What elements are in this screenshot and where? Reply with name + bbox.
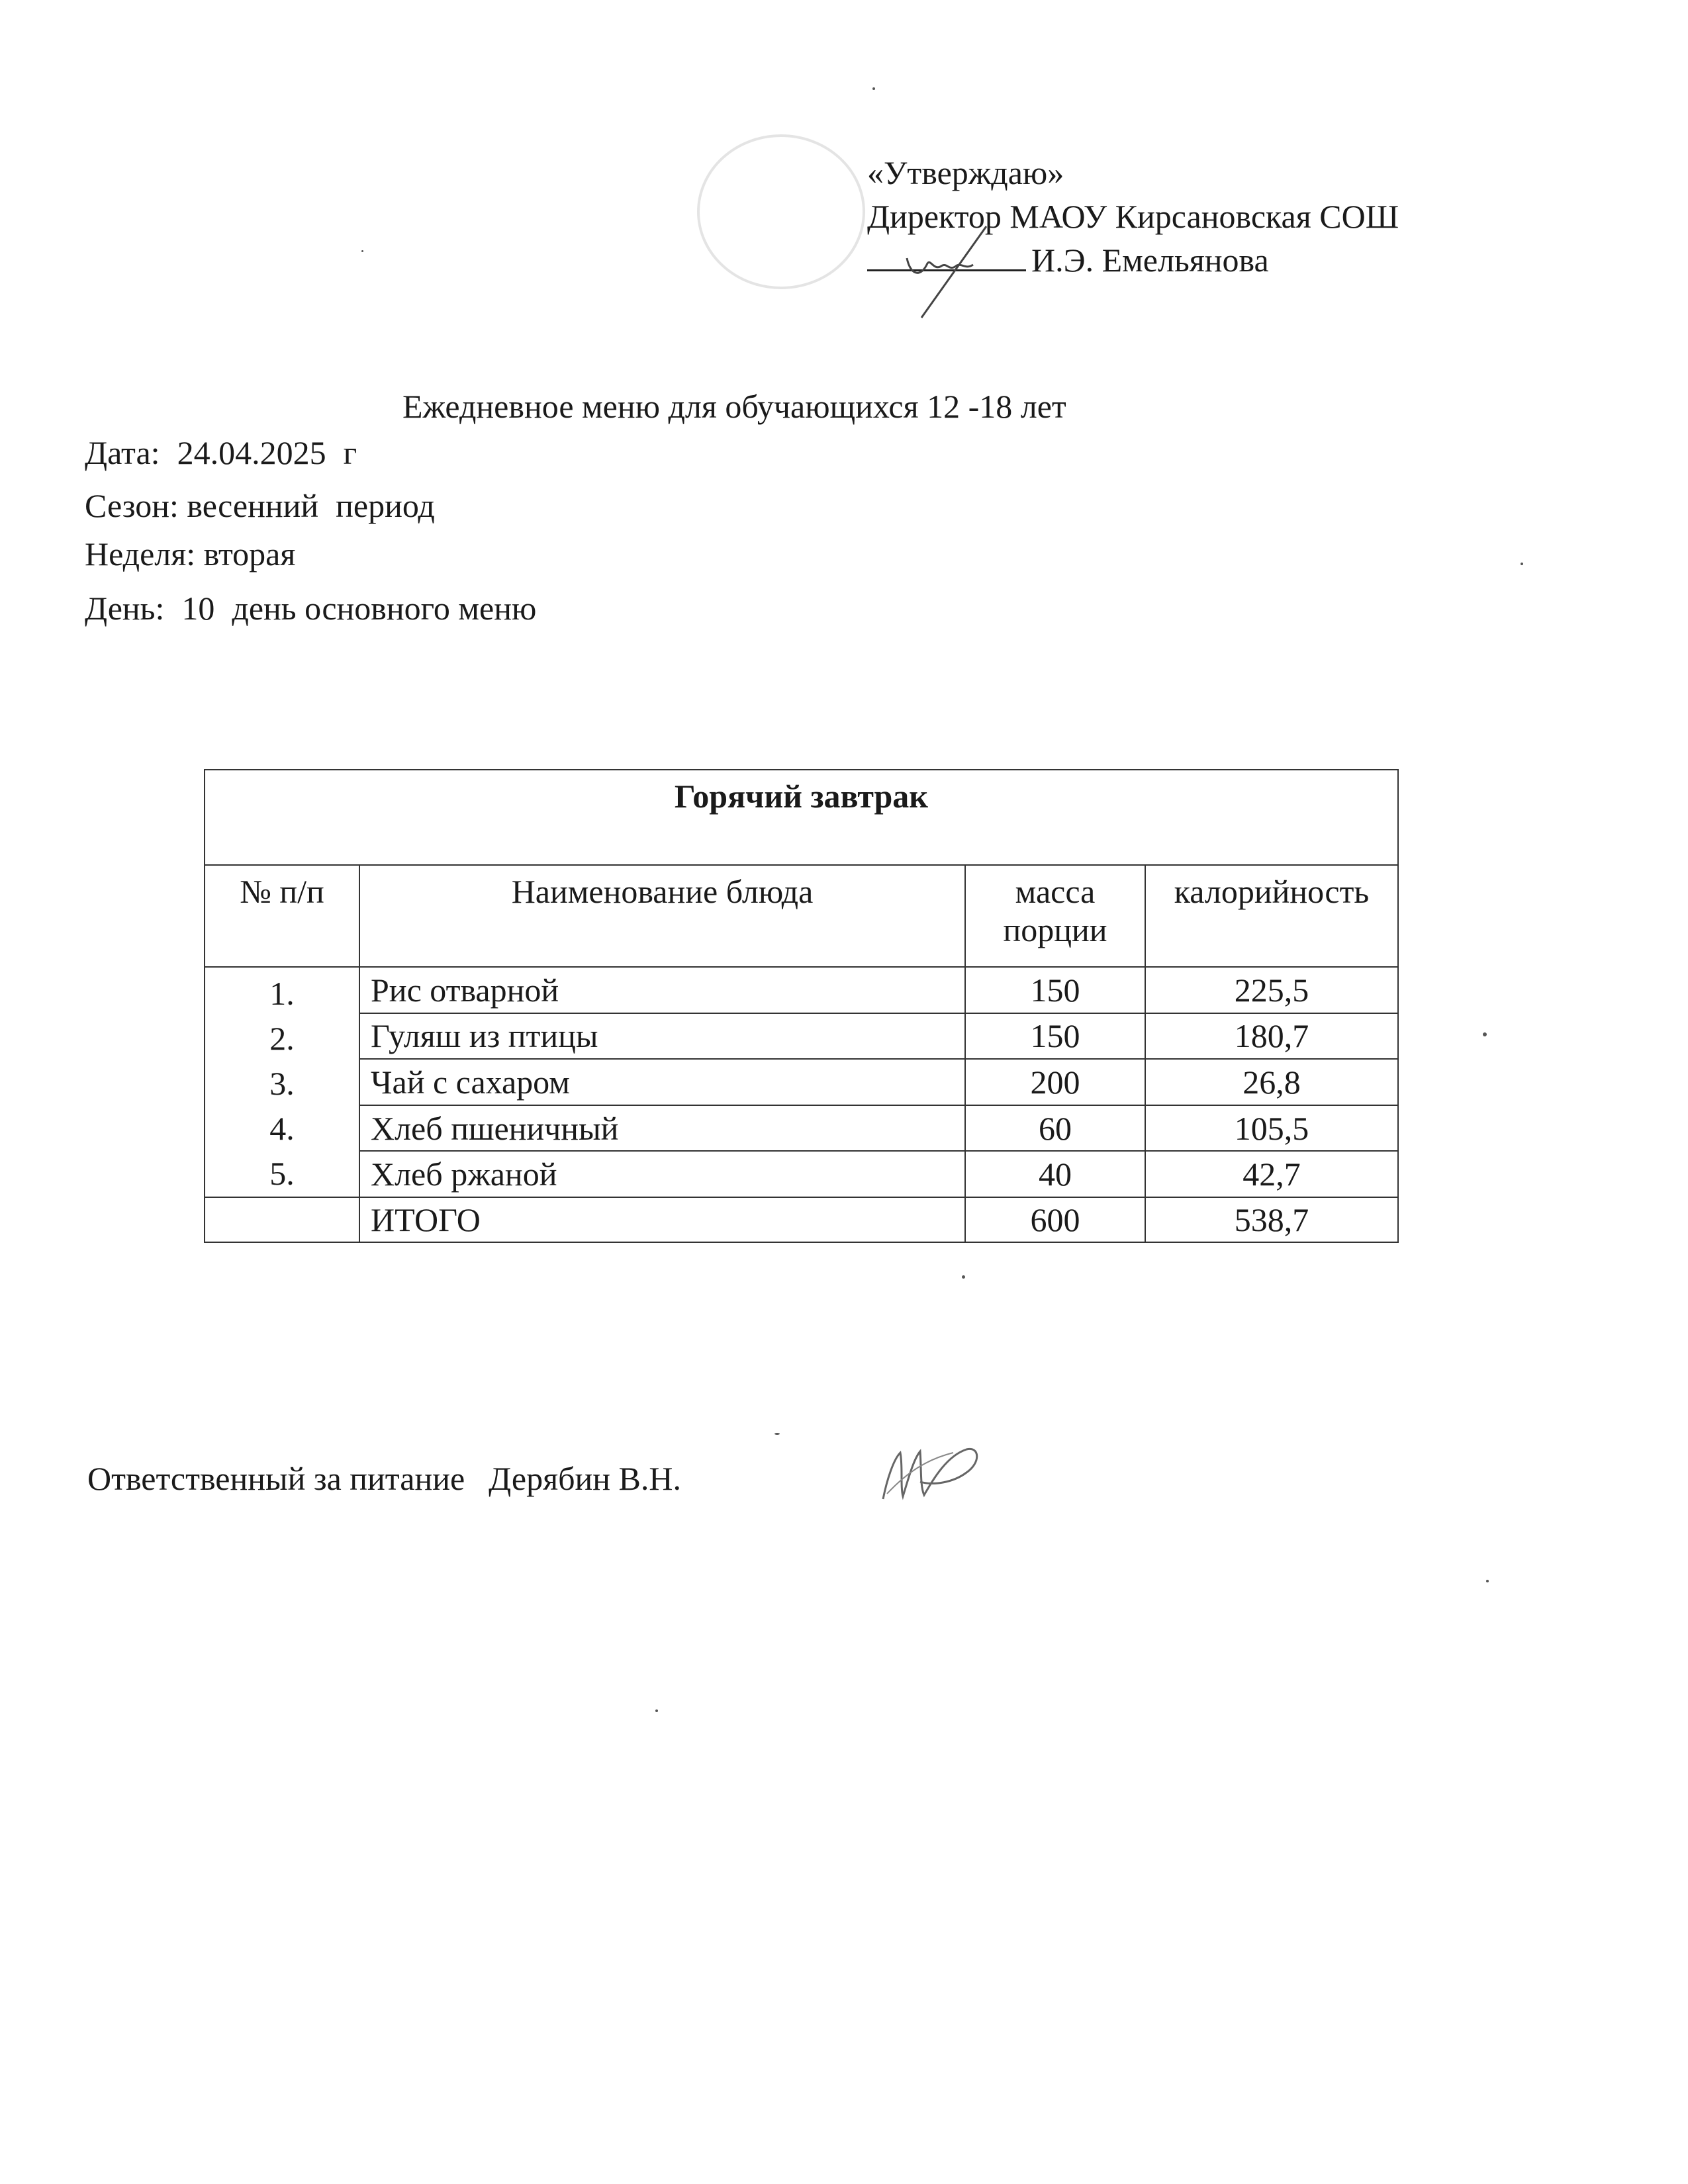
total-label: ИТОГО (359, 1197, 965, 1242)
day-value: 10 (181, 590, 215, 627)
dish-mass: 150 (965, 967, 1145, 1013)
date-suffix: г (343, 434, 357, 471)
table-row (205, 1013, 1398, 1060)
dish-calories: 180,7 (1145, 1013, 1398, 1060)
approval-name: И.Э. Емельянова (1031, 242, 1269, 279)
dish-mass: 60 (965, 1105, 1145, 1152)
responsible-label: Ответственный за питание (87, 1460, 465, 1497)
week-line (85, 535, 295, 573)
table-caption: Горячий завтрак (205, 770, 1398, 865)
menu-table (204, 769, 1399, 1243)
header-calories: калорийность (1145, 865, 1398, 967)
scan-speck (1486, 1580, 1489, 1582)
row-num: 5. (269, 1155, 295, 1192)
scan-speck (655, 1709, 658, 1712)
scan-speck (774, 1433, 780, 1435)
day-line (85, 589, 536, 627)
director-signature (880, 218, 1019, 324)
total-calories: 538,7 (1145, 1197, 1398, 1242)
week-value: вторая (203, 535, 296, 572)
season-value: весенний (187, 487, 319, 524)
season-line (85, 486, 435, 525)
date-label: Дата: (85, 434, 160, 471)
dish-name: Рис отварной (359, 967, 965, 1013)
row-num: 1. (269, 975, 295, 1012)
date-value: 24.04.2025 (177, 434, 326, 471)
stamp-impression (688, 126, 874, 298)
season-suffix: период (336, 487, 435, 524)
total-mass: 600 (965, 1197, 1145, 1242)
total-num-empty (205, 1197, 359, 1242)
table-row (205, 1151, 1398, 1197)
date-line (85, 433, 357, 472)
header-name: Наименование блюда (359, 865, 965, 967)
table-row (205, 967, 1398, 1013)
header-num: № п/п (205, 865, 359, 967)
scan-speck (1483, 1032, 1487, 1036)
responsible-signature (874, 1433, 986, 1512)
approval-position: Директор МАОУ Кирсановская СОШ (867, 198, 1399, 235)
dish-mass: 200 (965, 1059, 1145, 1105)
row-numbers (205, 967, 359, 1197)
menu-title: Ежедневное меню для обучающихся 12 -18 лет (402, 388, 1066, 425)
day-label: День: (85, 590, 165, 627)
row-num: 4. (269, 1110, 295, 1147)
header-mass-line2: порции (1003, 911, 1107, 948)
scan-speck (1521, 563, 1523, 565)
dish-name: Хлеб ржаной (359, 1151, 965, 1197)
dish-calories: 105,5 (1145, 1105, 1398, 1152)
dish-mass: 40 (965, 1151, 1145, 1197)
dish-name: Чай с сахаром (359, 1059, 965, 1105)
dish-calories: 225,5 (1145, 967, 1398, 1013)
row-num: 3. (269, 1065, 295, 1102)
day-suffix: день основного меню (232, 590, 537, 627)
total-row (205, 1197, 1398, 1242)
dish-mass: 150 (965, 1013, 1145, 1060)
row-num: 2. (269, 1020, 295, 1057)
approval-word: «Утверждаю» (867, 154, 1064, 191)
scan-speck (361, 250, 363, 252)
header-mass (965, 865, 1145, 967)
season-label: Сезон: (85, 487, 179, 524)
responsible-name: Дерябин В.Н. (489, 1460, 681, 1497)
header-mass-line1: масса (1015, 873, 1096, 910)
dish-calories: 42,7 (1145, 1151, 1398, 1197)
dish-calories: 26,8 (1145, 1059, 1398, 1105)
scan-speck (872, 87, 875, 90)
dish-name: Хлеб пшеничный (359, 1105, 965, 1152)
table-row (205, 1105, 1398, 1152)
table-row (205, 1059, 1398, 1105)
dish-name: Гуляш из птицы (359, 1013, 965, 1060)
week-label: Неделя: (85, 535, 196, 572)
responsible-line (87, 1459, 681, 1498)
scan-speck (962, 1275, 965, 1279)
